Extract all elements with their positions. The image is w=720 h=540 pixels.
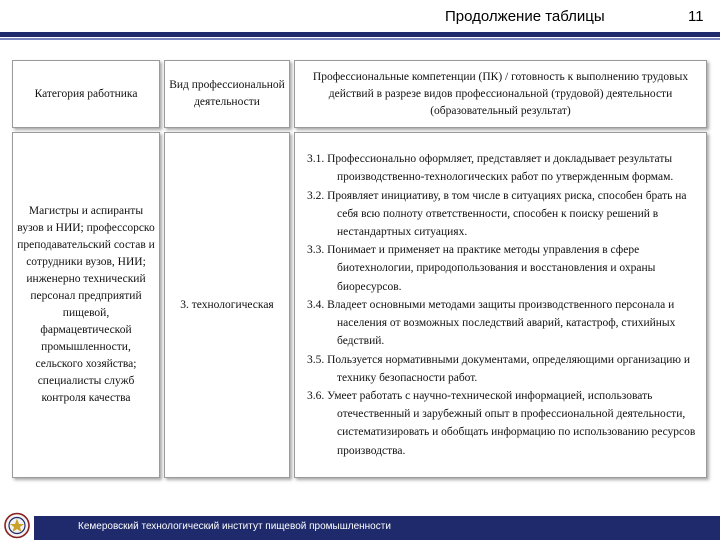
column-header-competences: Профессиональные компетенции (ПК) / готовность к выполнению трудовых действий в разрезе видов профессиональной (трудовой) деятельности (образовательный результат)	[294, 60, 707, 128]
institute-logo-icon	[2, 512, 32, 539]
table-header-row	[12, 60, 707, 128]
column-header-activity-type: Вид профессиональной деятельности	[164, 60, 290, 128]
page-number: 11	[688, 8, 704, 25]
competence-item: 3.6. Умеет работать с научно-технической информацией, использовать отечественный и зарубежный опыт в профессиональной деятельности, систематизировать и обобщать информацию по использованию ресурсов производства.	[307, 389, 696, 457]
competence-item: 3.4. Владеет основными методами защиты производственного персонала и населения от возможных последствий аварий, катастроф, стихийных бедствий.	[307, 298, 676, 348]
competence-item: 3.5. Пользуется нормативными документами, определяющими организацию и технику безопасности работ.	[307, 353, 691, 384]
header-divider	[0, 32, 720, 37]
competence-table	[8, 56, 711, 482]
footer-institution-name: Кемеровский технологический институт пищевой промышленности	[78, 521, 391, 532]
cell-activity-type: 3. технологическая	[164, 132, 290, 478]
cell-competences	[294, 132, 707, 478]
page-header-title: Продолжение таблицы	[445, 8, 605, 25]
competence-item: 3.1. Профессионально оформляет, представляет и докладывает результаты производственно-технологических работ по утвержденным формам.	[307, 153, 674, 184]
competence-item: 3.2. Проявляет инициативу, в том числе в ситуациях риска, способен брать на себя всю полноту ответственности, способен к поиску решений в нестандартных ситуациях.	[307, 189, 687, 239]
table-row	[12, 132, 707, 478]
footer-bar	[34, 516, 720, 540]
competence-item: 3.3. Понимает и применяет на практике методы управления в сфере биотехнологии, природопользования и восстановления и охраны биоресурсов.	[307, 244, 656, 293]
cell-category: Магистры и аспиранты вузов и НИИ; профессорско преподавательский состав и сотрудники вузов, НИИ; инженерно технический персонал предприятий пищевой, фармацевтической промышленности, сельского хозяйства; специалисты служб контроля качества	[12, 132, 160, 478]
header-divider-accent	[0, 38, 720, 40]
column-header-category: Категория работника	[12, 60, 160, 128]
